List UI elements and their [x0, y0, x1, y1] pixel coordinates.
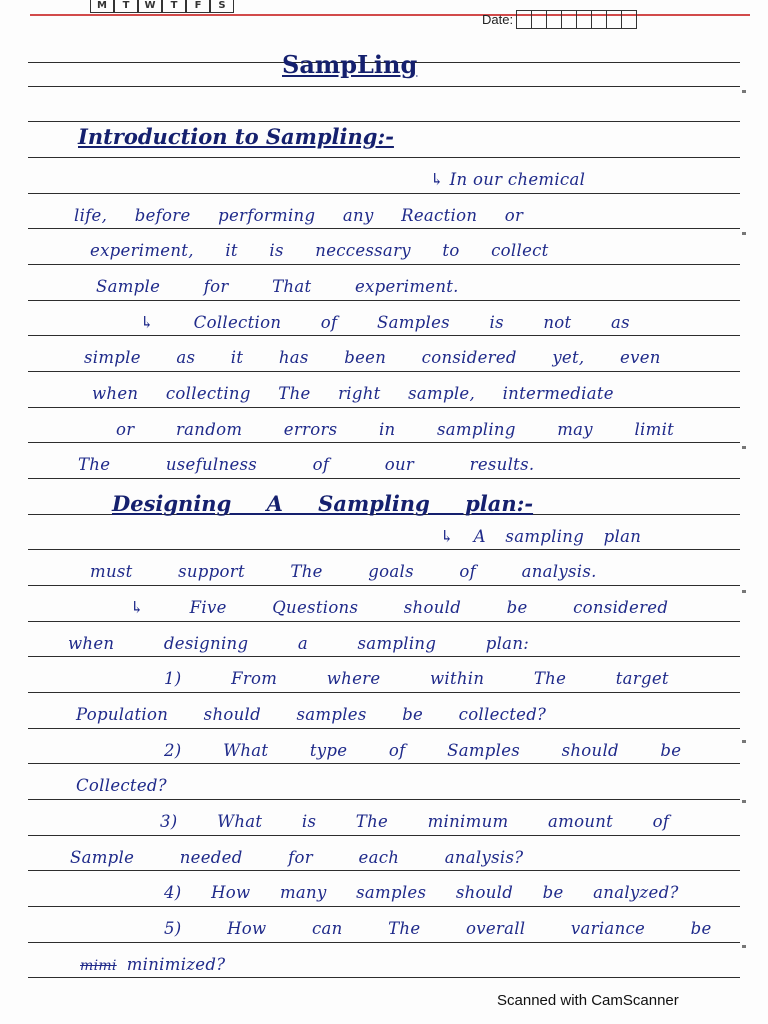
plan-line: ↳ A sampling plan [440, 527, 642, 546]
day-box-m: M [90, 0, 114, 13]
plan-line: 2) What type of Samples should be [164, 741, 682, 760]
plan-line: 5) How can The overall variance be [164, 919, 712, 938]
body-line: Sample for That experiment. [96, 277, 459, 296]
date-label: Date: [482, 12, 514, 27]
page-title: SampLing [282, 50, 418, 79]
plan-line: Population should samples be collected? [76, 705, 547, 724]
final-line [80, 955, 225, 974]
body-line: ↳ In our chemical [430, 170, 586, 189]
body-line: experiment, it is neccessary to collect [90, 241, 549, 260]
intro-heading: Introduction to Sampling:- [78, 124, 394, 149]
plan-line: ↳ Five Questions should be considered [130, 598, 669, 617]
day-box-s: S [210, 0, 234, 13]
date-cells [516, 10, 636, 29]
body-line: simple as it has been considered yet, even [84, 348, 661, 367]
body-line: when collecting The right sample, intermediate [92, 384, 614, 403]
plan-line: 3) What is The minimum amount of [160, 812, 670, 831]
plan-line: must support The goals of analysis. [90, 562, 597, 581]
plan-line: 1) From where within The target [164, 669, 669, 688]
plan-line: Collected? [76, 776, 167, 795]
scanner-watermark: Scanned with CamScanner [497, 992, 679, 1009]
day-box-w: W [138, 0, 162, 13]
body-line: The usefulness of our results. [78, 455, 535, 474]
plan-line: 4) How many samples should be analyzed? [164, 883, 679, 902]
plan-line: when designing a sampling plan: [68, 634, 530, 653]
struck-word: mimi [80, 958, 117, 974]
day-boxes [90, 0, 234, 13]
final-word: minimized? [126, 955, 226, 974]
body-line: life, before performing any Reaction or [74, 206, 524, 225]
day-box-t2: T [162, 0, 186, 13]
day-box-f: F [186, 0, 210, 13]
day-box-t: T [114, 0, 138, 13]
body-line: ↳ Collection of Samples is not as [140, 313, 630, 332]
top-margin-line [30, 14, 750, 16]
body-line: or random errors in sampling may limit [116, 420, 675, 439]
date-field [482, 10, 636, 29]
plan-heading: Designing A Sampling plan:- [112, 491, 534, 516]
plan-line: Sample needed for each analysis? [70, 848, 524, 867]
